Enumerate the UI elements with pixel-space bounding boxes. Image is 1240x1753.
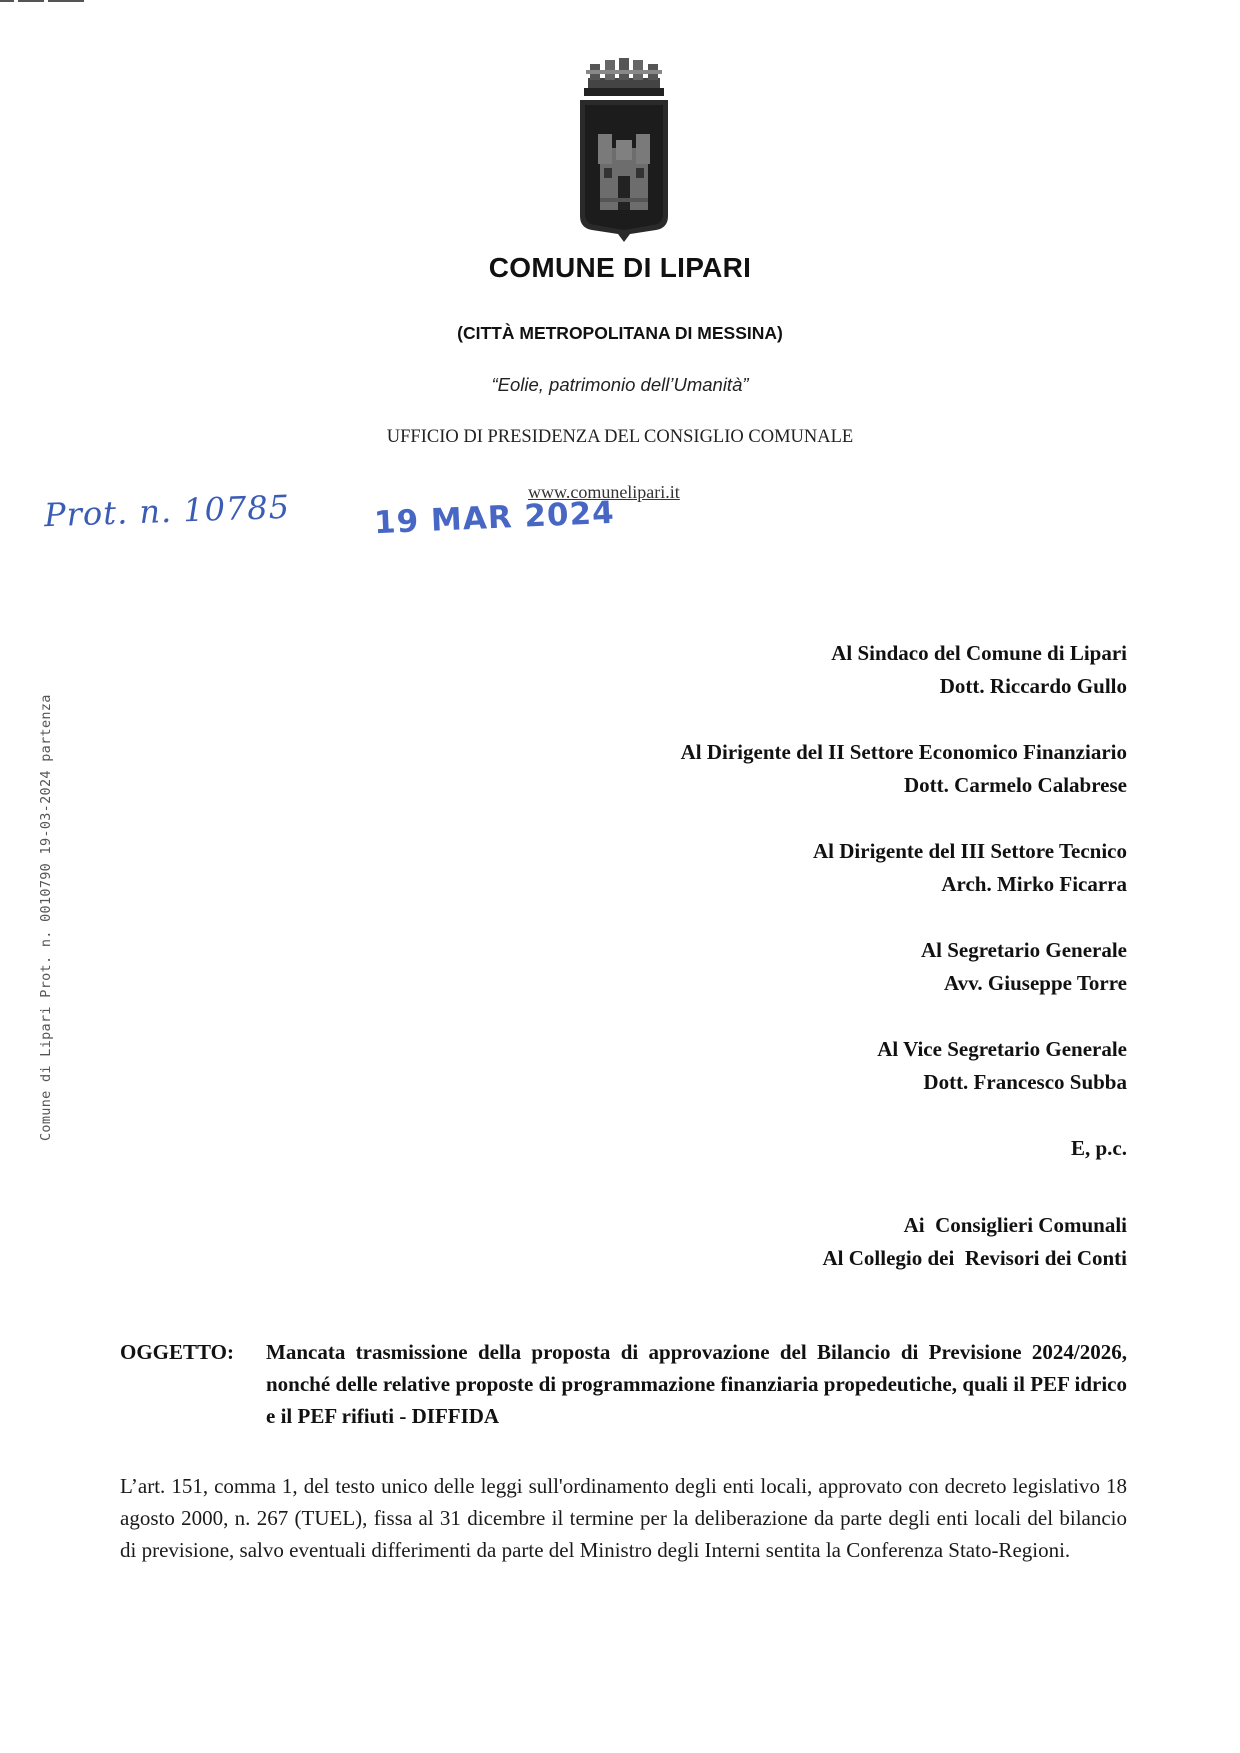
subject-block <box>120 1336 1127 1432</box>
municipality-name: COMUNE DI LIPARI <box>488 252 752 283</box>
scan-edge-marks <box>0 0 100 3</box>
office-name: UFFICIO DI PRESIDENZA DEL CONSIGLIO COMUNALE <box>386 427 854 447</box>
subject-text: Mancata trasmissione della proposta di approvazione del Bilancio di Previsione 2024/2026, nonché delle relative proposte di programmazione finanziaria propedeutiche, quali il PEF idrico e il PEF rifiuti - DIFFIDA <box>266 1340 1127 1428</box>
recipients-block <box>427 637 1127 1275</box>
recipient-role: Al Vice Segretario Generale <box>877 1037 1127 1061</box>
body-paragraph: L’art. 151, comma 1, del testo unico delle leggi sull'ordinamento degli enti locali, approvato con decreto legislativo 18 agosto 2000, n. 267 (TUEL), fissa al 31 dicembre il termine per la deliberazione da parte degli enti locali del bilancio di previsione, salvo eventuali differimenti da parte del Ministro degli Interni sentita la Conferenza Stato-Regioni. <box>120 1474 1127 1562</box>
recipient-name: Dott. Francesco Subba <box>923 1070 1127 1094</box>
recipient-role: Al Dirigente del II Settore Economico Finanziario <box>680 740 1127 764</box>
motto: “Eolie, patrimonio dell’Umanità” <box>491 374 749 395</box>
recipient <box>427 1033 1127 1099</box>
recipient <box>427 934 1127 1000</box>
cc-label: E, p.c. <box>1070 1136 1127 1160</box>
side-protocol-stamp: Comune di Lipari Prot. n. 0010790 19-03-2024 partenza <box>38 694 54 1141</box>
recipient <box>427 736 1127 802</box>
protocol-handwritten-note: Prot. n. 10785 <box>43 487 291 535</box>
municipal-crest-icon <box>574 56 674 242</box>
recipient <box>427 835 1127 901</box>
website-link[interactable]: www.comunelipari.it <box>528 482 680 502</box>
recipient-role: Al Sindaco del Comune di Lipari <box>831 641 1127 665</box>
subject-label: OGGETTO: <box>120 1340 234 1364</box>
recipient-name: Dott. Riccardo Gullo <box>939 674 1127 698</box>
province-line: (CITTÀ METROPOLITANA DI MESSINA) <box>457 323 783 343</box>
recipient-role: Al Dirigente del III Settore Tecnico <box>813 839 1127 863</box>
cc-recipient: Al Collegio dei Revisori dei Conti <box>822 1246 1127 1270</box>
recipient-name: Avv. Giuseppe Torre <box>943 971 1127 995</box>
recipient <box>427 637 1127 703</box>
cc-recipients <box>427 1209 1127 1275</box>
cc-recipient: Ai Consiglieri Comunali <box>903 1213 1127 1237</box>
recipient-name: Arch. Mirko Ficarra <box>941 872 1127 896</box>
recipient-role: Al Segretario Generale <box>920 938 1127 962</box>
date-stamp: 19 MAR 2024 <box>373 494 616 542</box>
recipient-name: Dott. Carmelo Calabrese <box>904 773 1127 797</box>
